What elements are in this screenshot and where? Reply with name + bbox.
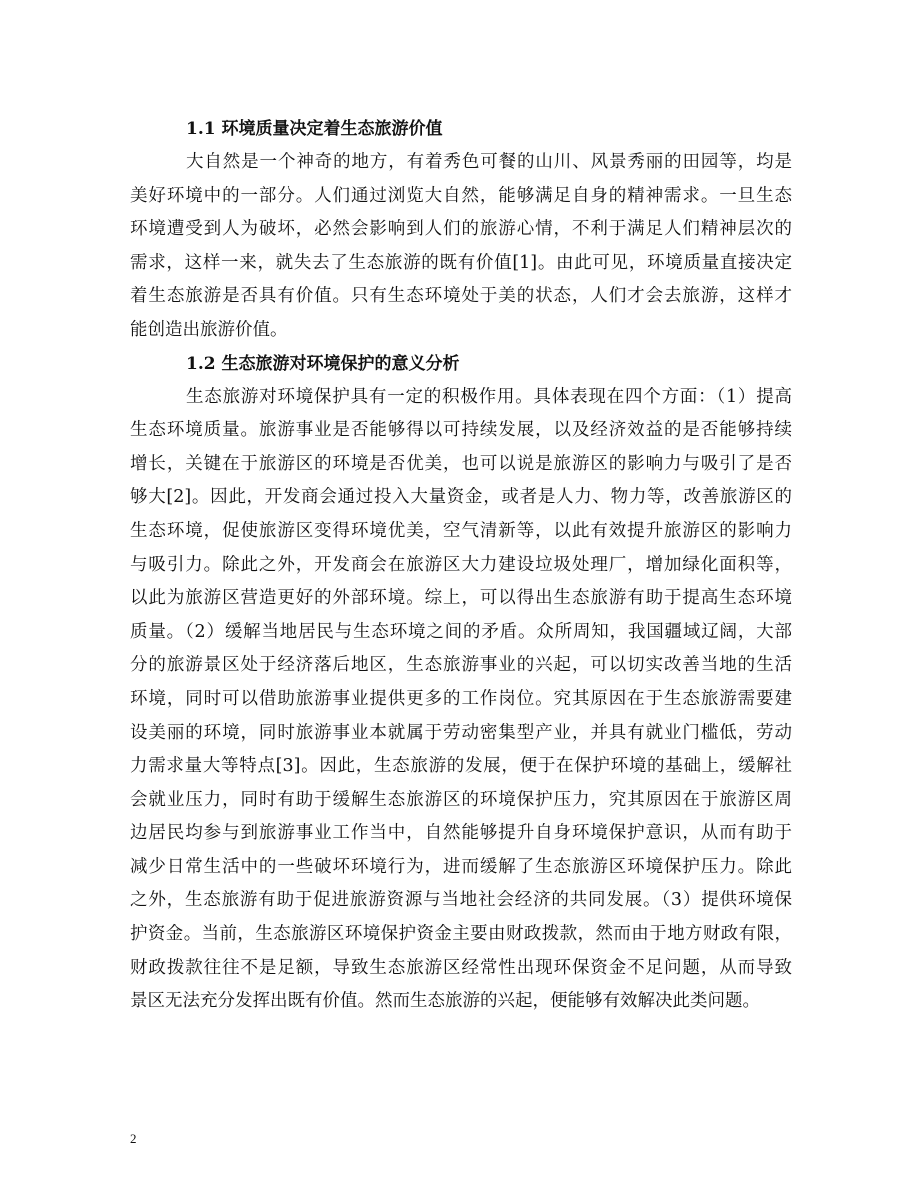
text-line: 生态环境，促使旅游区变得环境优美，空气清新等，以此有效提升旅游区的影响力 bbox=[130, 520, 792, 541]
text-line: 大自然是一个神奇的地方，有着秀色可餐的山川、风景秀丽的田园等，均是 bbox=[186, 152, 792, 172]
text-line: 美好环境中的一部分。人们通过浏览大自然，能够满足自身的精神需求。一旦生态 bbox=[130, 185, 792, 206]
text-line: 以此为旅游区营造更好的外部环境。综上，可以得出生态旅游有助于提高生态环境 bbox=[130, 588, 792, 609]
text-line: 会就业压力，同时有助于缓解生态旅游区的环境保护压力，究其原因在于旅游区周 bbox=[130, 789, 792, 810]
section-heading-1-1: 1.1 环境质量决定着生态旅游价值 bbox=[186, 119, 443, 139]
text-line: 质量。（2）缓解当地居民与生态环境之间的矛盾。众所周知，我国疆域辽阔，大部 bbox=[130, 621, 792, 642]
text-line: 生态环境质量。旅游事业是否能够得以可持续发展，以及经济效益的是否能够持续 bbox=[130, 420, 792, 441]
document-body bbox=[130, 113, 792, 1019]
text-line: 边居民均参与到旅游事业工作当中，自然能够提升自身环境保护意识，从而有助于 bbox=[130, 823, 792, 844]
section-heading-1-2: 1.2 生态旅游对环境保护的意义分析 bbox=[186, 353, 460, 374]
text-line: 能创造出旅游价值。 bbox=[130, 319, 288, 340]
text-line: 够大[2]。因此，开发商会通过投入大量资金，或者是人力、物力等，改善旅游区的 bbox=[130, 487, 792, 508]
text-line: 生态旅游对环境保护具有一定的积极作用。具体表现在四个方面：（1）提高 bbox=[186, 386, 792, 407]
page-number: 2 bbox=[130, 1131, 137, 1146]
text-line: 设美丽的环境，同时旅游事业本就属于劳动密集型产业，并具有就业门槛低，劳动 bbox=[130, 722, 792, 743]
text-line: 需求，这样一来，就失去了生态旅游的既有价值[1]。由此可见，环境质量直接决定 bbox=[130, 252, 792, 273]
text-line: 增长，关键在于旅游区的环境是否优美，也可以说是旅游区的影响力与吸引了是否 bbox=[130, 453, 792, 474]
text-line: 环境遭受到人为破坏，必然会影响到人们的旅游心情，不利于满足人们精神层次的 bbox=[130, 219, 792, 240]
text-line: 力需求量大等特点[3]。因此，生态旅游的发展，便于在保护环境的基础上，缓解社 bbox=[130, 756, 792, 777]
text-line: 减少日常生活中的一些破坏环境行为，进而缓解了生态旅游区环境保护压力。除此 bbox=[130, 856, 792, 877]
text-line: 着生态旅游是否具有价值。只有生态环境处于美的状态，人们才会去旅游，这样才 bbox=[130, 286, 792, 307]
text-line: 护资金。当前，生态旅游区环境保护资金主要由财政拨款，然而由于地方财政有限， bbox=[130, 924, 792, 945]
text-line: 之外，生态旅游有助于促进旅游资源与当地社会经济的共同发展。（3）提供环境保 bbox=[130, 890, 792, 911]
paragraph-significance-analysis bbox=[130, 381, 792, 1019]
text-line: 分的旅游景区处于经济落后地区，生态旅游事业的兴起，可以切实改善当地的生活 bbox=[130, 655, 792, 676]
text-line: 与吸引力。除此之外，开发商会在旅游区大力建设垃圾处理厂，增加绿化面积等， bbox=[130, 554, 792, 575]
paragraph-environment-quality bbox=[130, 146, 792, 348]
text-line: 财政拨款往往不是足额，导致生态旅游区经常性出现环保资金不足问题，从而导致 bbox=[130, 957, 792, 978]
text-line: 景区无法充分发挥出既有价值。然而生态旅游的兴起，便能够有效解决此类问题。 bbox=[130, 991, 760, 1012]
text-line: 环境，同时可以借助旅游事业提供更多的工作岗位。究其原因在于生态旅游需要建 bbox=[130, 688, 792, 709]
